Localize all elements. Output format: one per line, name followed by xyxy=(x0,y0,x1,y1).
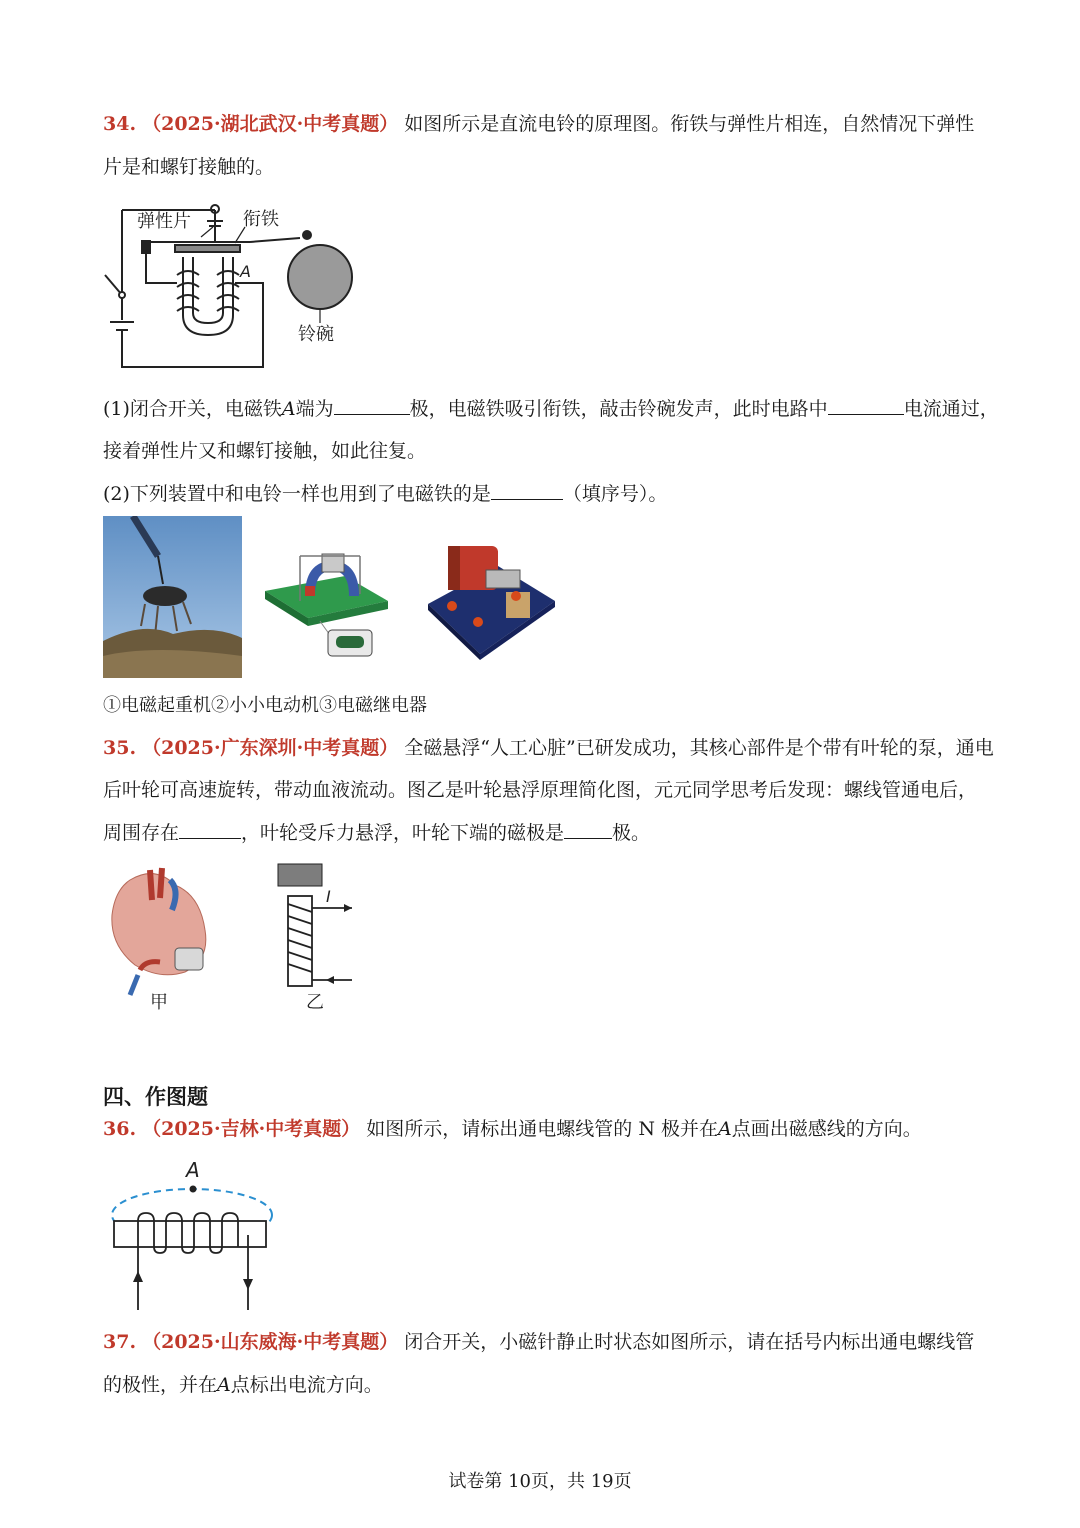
photo-electromagnetic-crane xyxy=(103,516,242,678)
label-point-a: A xyxy=(186,1158,200,1182)
label-bell-bowl: 铃碗 xyxy=(298,324,334,345)
q34-source: （2025·湖北武汉·中考真题） xyxy=(142,113,399,135)
q36-source: （2025·吉林·中考真题） xyxy=(142,1118,361,1140)
label-jia: 甲 xyxy=(150,992,168,1013)
answer-blank-3[interactable] xyxy=(491,481,563,500)
answer-blank-1[interactable] xyxy=(334,396,410,415)
q36-solenoid-diagram xyxy=(100,1155,285,1315)
q34-options: ①电磁起重机②小小电动机③电磁继电器 xyxy=(103,695,427,716)
label-current-i: I xyxy=(326,887,331,906)
q34-bell-diagram xyxy=(95,195,365,375)
section-heading: 四、作图题 xyxy=(103,1085,208,1109)
answer-blank-2[interactable] xyxy=(828,396,904,415)
label-a: A xyxy=(240,262,251,281)
q37-number: 37. xyxy=(103,1331,137,1353)
page-footer: 试卷第 10页，共 19页 xyxy=(448,1471,632,1492)
q35-line2: 后叶轮可高速旋转，带动血液流动。图乙是叶轮悬浮原理简化图，元元同学思考后发现：螺线管通电后， xyxy=(103,779,978,801)
label-yi: 乙 xyxy=(306,992,324,1013)
answer-blank-4[interactable] xyxy=(179,820,241,839)
q34-part1-line1: (1)闭合开关，电磁铁A端为 极，电磁铁吸引衔铁，敲击铃碗发声，此时电路中 电流通过， xyxy=(103,398,999,420)
q34-stem-text: 如图所示是直流电铃的原理图。衔铁与弹性片相连，自然情况下弹性 xyxy=(404,113,975,135)
label-armature: 衔铁 xyxy=(243,209,279,230)
q35-solenoid-figure xyxy=(270,860,370,1020)
q34-part2: (2)下列装置中和电铃一样也用到了电磁铁的是 （填序号）。 xyxy=(103,483,668,505)
q35-heart-figure xyxy=(100,860,220,1020)
q36-number: 36. xyxy=(103,1118,137,1140)
q37-source: （2025·山东威海·中考真题） xyxy=(142,1331,399,1353)
q37-line1: 37. （2025·山东威海·中考真题） 闭合开关，小磁针静止时状态如图所示，请在括号内标出通电螺线管 xyxy=(103,1331,975,1353)
photo-electromagnetic-relay xyxy=(418,526,558,664)
q35-line1: 35. （2025·广东深圳·中考真题） 全磁悬浮“人工心脏”已研发成功，其核心部件是个带有叶轮的泵，通电 xyxy=(103,737,994,759)
q34-stem-line1 xyxy=(103,112,974,136)
q35-line3: 周围存在 ，叶轮受斥力悬浮，叶轮下端的磁极是 极。 xyxy=(103,822,651,844)
q37-line2: 的极性，并在A点标出电流方向。 xyxy=(103,1374,383,1396)
label-spring-plate: 弹性片 xyxy=(137,211,191,232)
photo-small-motor xyxy=(260,526,392,664)
q36-stem: 36. （2025·吉林·中考真题） 如图所示，请标出通电螺线管的 N 极并在A点画出磁感线的方向。 xyxy=(103,1118,922,1140)
answer-blank-5[interactable] xyxy=(564,820,612,839)
q35-number: 35. xyxy=(103,737,137,759)
q35-source: （2025·广东深圳·中考真题） xyxy=(142,737,399,759)
q34-part1-line2: 接着弹性片又和螺钉接触，如此往复。 xyxy=(103,440,427,462)
q34-number: 34. xyxy=(103,113,137,135)
q34-stem-line2: 片是和螺钉接触的。 xyxy=(103,156,275,178)
